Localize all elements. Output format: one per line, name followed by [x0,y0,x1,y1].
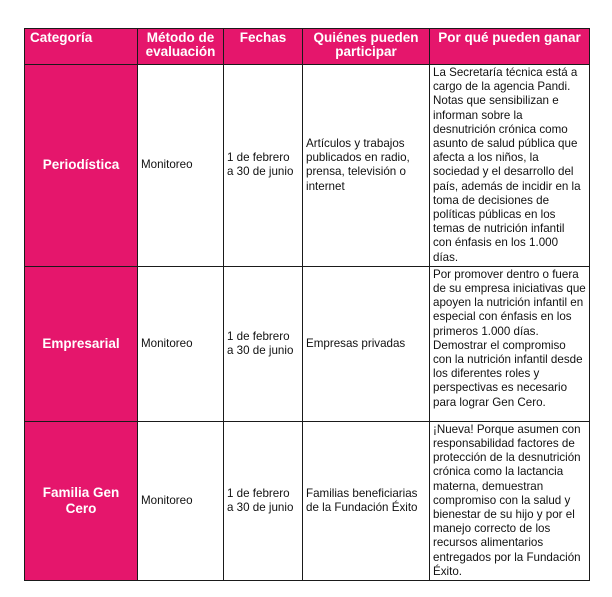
table-row [25,266,590,421]
header-porque: Por qué pueden ganar [430,29,590,65]
table-header [25,29,590,65]
header-quienes: Quiénes pueden participar [303,29,430,65]
row-quienes: Familias beneficiarias de la Fundación Éxito [303,421,430,580]
row-porque: La Secretaría técnica está a cargo de la agencia Pandi. Notas que sensibilizan e informan sobre la desnutrición crónica como asunto de salud pública que afecta a los niños, la sociedad y el desarrollo del país, además de incidir en la toma de decisiones de políticas públicas en los temas de nutrición infantil con énfasis en los 1.000 días. [430,65,590,267]
row-categoria: Empresarial [25,266,138,421]
header-categoria: Categoría [25,29,138,65]
row-fechas: 1 de febrero a 30 de junio [224,421,303,580]
table-row [25,65,590,267]
header-metodo: Método de evaluación [138,29,224,65]
header-fechas: Fechas [224,29,303,65]
row-fechas: 1 de febrero a 30 de junio [224,65,303,267]
table-row [25,421,590,580]
row-quienes: Empresas privadas [303,266,430,421]
row-fechas: 1 de febrero a 30 de junio [224,266,303,421]
awards-categories-table [24,28,590,581]
row-porque: Por promover dentro o fuera de su empresa iniciativas que apoyen la nutrición infantil en especial con énfasis en los primeros 1.000 días. Demostrar el compromiso con la nutrición infantil desde los diferentes roles y perspectivas es necesario para lograr Gen Cero. [430,266,590,421]
row-categoria: Familia Gen Cero [25,421,138,580]
header-row [25,29,590,65]
row-metodo: Monitoreo [138,266,224,421]
row-categoria: Periodística [25,65,138,267]
row-metodo: Monitoreo [138,421,224,580]
table-body [25,65,590,581]
row-metodo: Monitoreo [138,65,224,267]
row-porque: ¡Nueva! Porque asumen con responsabilidad factores de protección de la desnutrición crónica como la lactancia materna, demuestran compromiso con la salud y bienestar de su hijo y por el manejo correcto de los recursos alimentarios entregados por la Fundación Éxito. [430,421,590,580]
row-quienes: Artículos y trabajos publicados en radio, prensa, televisión o internet [303,65,430,267]
